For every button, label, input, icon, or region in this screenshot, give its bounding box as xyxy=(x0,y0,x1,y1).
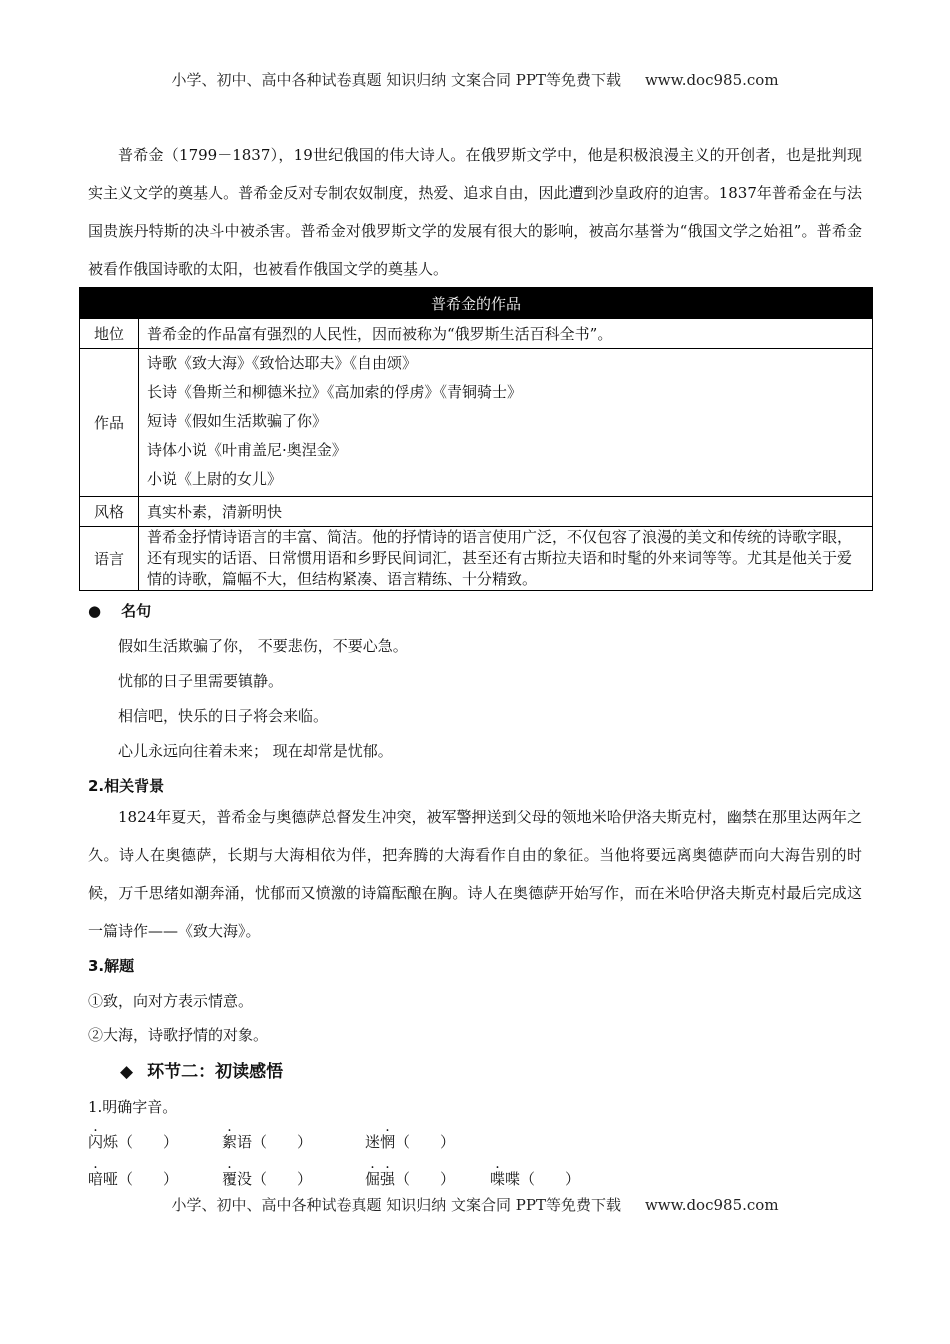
answer-blank[interactable]: （ ） xyxy=(252,1170,313,1188)
answer-blank[interactable]: （ ） xyxy=(395,1170,456,1188)
background-heading: 2.相关背景 xyxy=(88,777,165,795)
quote-line: 忧郁的日子里需要镇静。 xyxy=(118,672,284,690)
page-header xyxy=(0,69,950,90)
style-text: 真实朴素，清新明快 xyxy=(139,497,873,527)
bullet-icon: ● xyxy=(88,602,102,620)
works-table-title: 普希金的作品 xyxy=(80,288,873,319)
style-label: 风格 xyxy=(80,497,139,527)
diamond-icon: ◆ xyxy=(120,1062,134,1082)
dotted-char: 惘 xyxy=(380,1133,396,1151)
footer-text: 小学、初中、高中各种试卷真题 知识归纳 文案合同 PPT等免费下载 xyxy=(171,1196,621,1214)
quotes-heading-row xyxy=(88,600,151,621)
section2-heading-row xyxy=(120,1057,283,1082)
works-line: 诗歌《致大海》《致恰达耶夫》《自由颂》 xyxy=(147,354,418,372)
char: 喋 xyxy=(505,1170,521,1188)
answer-blank[interactable]: （ ） xyxy=(520,1170,581,1188)
dotted-char: 强 xyxy=(380,1170,396,1188)
header-text: 小学、初中、高中各种试卷真题 知识归纳 文案合同 PPT等免费下载 xyxy=(171,71,621,89)
pron-item xyxy=(88,1168,178,1189)
pron-item xyxy=(365,1131,455,1152)
quote-line: 心儿永远向往着未来； 现在却常是忧郁。 xyxy=(118,742,393,760)
language-text: 普希金抒情诗语言的丰富、简洁。他的抒情诗的语言使用广泛，不仅包容了浪漫的美文和传统的诗歌字眼，还有现实的话语、日常惯用语和乡野民间词汇，甚至还有古斯拉夫语和时髦的外来词等等。尤其是他关于爱情的诗歌，篇幅不大，但结构紧凑、语言精练、十分精致。 xyxy=(139,527,873,591)
char: 烁 xyxy=(103,1133,119,1151)
dotted-char: 絮 xyxy=(222,1133,238,1151)
char: 没 xyxy=(237,1170,253,1188)
dotted-char: 闪 xyxy=(88,1133,104,1151)
quotes-heading: 名句 xyxy=(121,602,152,620)
header-url[interactable]: www.doc985.com xyxy=(644,71,779,89)
quote-line: 相信吧，快乐的日子将会来临。 xyxy=(118,707,329,725)
pron-item xyxy=(490,1168,580,1189)
title-explain-heading: 3.解题 xyxy=(88,957,135,975)
title-explain-item: ②大海，诗歌抒情的对象。 xyxy=(88,1026,269,1044)
pron-item xyxy=(222,1168,312,1189)
answer-blank[interactable]: （ ） xyxy=(118,1133,179,1151)
dotted-char: 覆 xyxy=(222,1170,238,1188)
pronunciation-heading: 1.明确字音。 xyxy=(88,1098,178,1116)
status-label: 地位 xyxy=(80,319,139,349)
language-label: 语言 xyxy=(80,527,139,591)
answer-blank[interactable]: （ ） xyxy=(252,1133,313,1151)
works-table xyxy=(79,287,873,591)
works-line: 诗体小说《叶甫盖尼·奥涅金》 xyxy=(147,441,347,459)
answer-blank[interactable]: （ ） xyxy=(118,1170,179,1188)
dotted-char: 倔 xyxy=(365,1170,381,1188)
works-line: 长诗《鲁斯兰和柳德米拉》《高加索的俘虏》《青铜骑士》 xyxy=(147,383,523,401)
pron-item xyxy=(88,1131,178,1152)
quote-line: 假如生活欺骗了你， 不要悲伤，不要心急。 xyxy=(118,637,408,655)
works-line: 短诗《假如生活欺骗了你》 xyxy=(147,412,328,430)
works-label: 作品 xyxy=(80,349,139,497)
answer-blank[interactable]: （ ） xyxy=(395,1133,456,1151)
intro-paragraph: 普希金（1799－1837），19世纪俄国的伟大诗人。在俄罗斯文学中，他是积极浪漫主义的开创者，也是批判现实主义文学的奠基人。普希金反对专制农奴制度，热爱、追求自由，因此遭到沙皇政府的迫害。1837年普希金在与法国贵族丹特斯的决斗中被杀害。普希金对俄罗斯文学的发展有很大的影响，被高尔基誉为“俄国文学之始祖”。普希金被看作俄国诗歌的太阳，也被看作俄国文学的奠基人。 xyxy=(88,146,862,278)
dotted-char: 喑 xyxy=(88,1170,104,1188)
works-line: 小说《上尉的女儿》 xyxy=(147,470,283,488)
pron-item xyxy=(222,1131,312,1152)
section2-heading: 环节二：初读感悟 xyxy=(147,1062,284,1082)
status-text: 普希金的作品富有强烈的人民性，因而被称为“俄罗斯生活百科全书”。 xyxy=(139,319,873,349)
background-paragraph: 1824年夏天，普希金与奥德萨总督发生冲突，被军警押送到父母的领地米哈伊洛夫斯克村，幽禁在那里达两年之久。诗人在奥德萨，长期与大海相依为伴，把奔腾的大海看作自由的象征。当他将要远离奥德萨而向大海告别的时候，万千思绪如潮奔涌，忧郁而又愤激的诗篇酝酿在胸。诗人在奥德萨开始写作，而在米哈伊洛夫斯克村最后完成这一篇诗作——《致大海》。 xyxy=(88,808,862,940)
footer-url[interactable]: www.doc985.com xyxy=(644,1196,779,1214)
pron-item xyxy=(365,1168,455,1189)
dotted-char: 喋 xyxy=(490,1170,506,1188)
page-footer xyxy=(0,1194,950,1215)
char: 迷 xyxy=(365,1133,381,1151)
char: 哑 xyxy=(103,1170,119,1188)
works-list xyxy=(139,349,873,497)
char: 语 xyxy=(237,1133,253,1151)
title-explain-item: ①致，向对方表示情意。 xyxy=(88,992,254,1010)
